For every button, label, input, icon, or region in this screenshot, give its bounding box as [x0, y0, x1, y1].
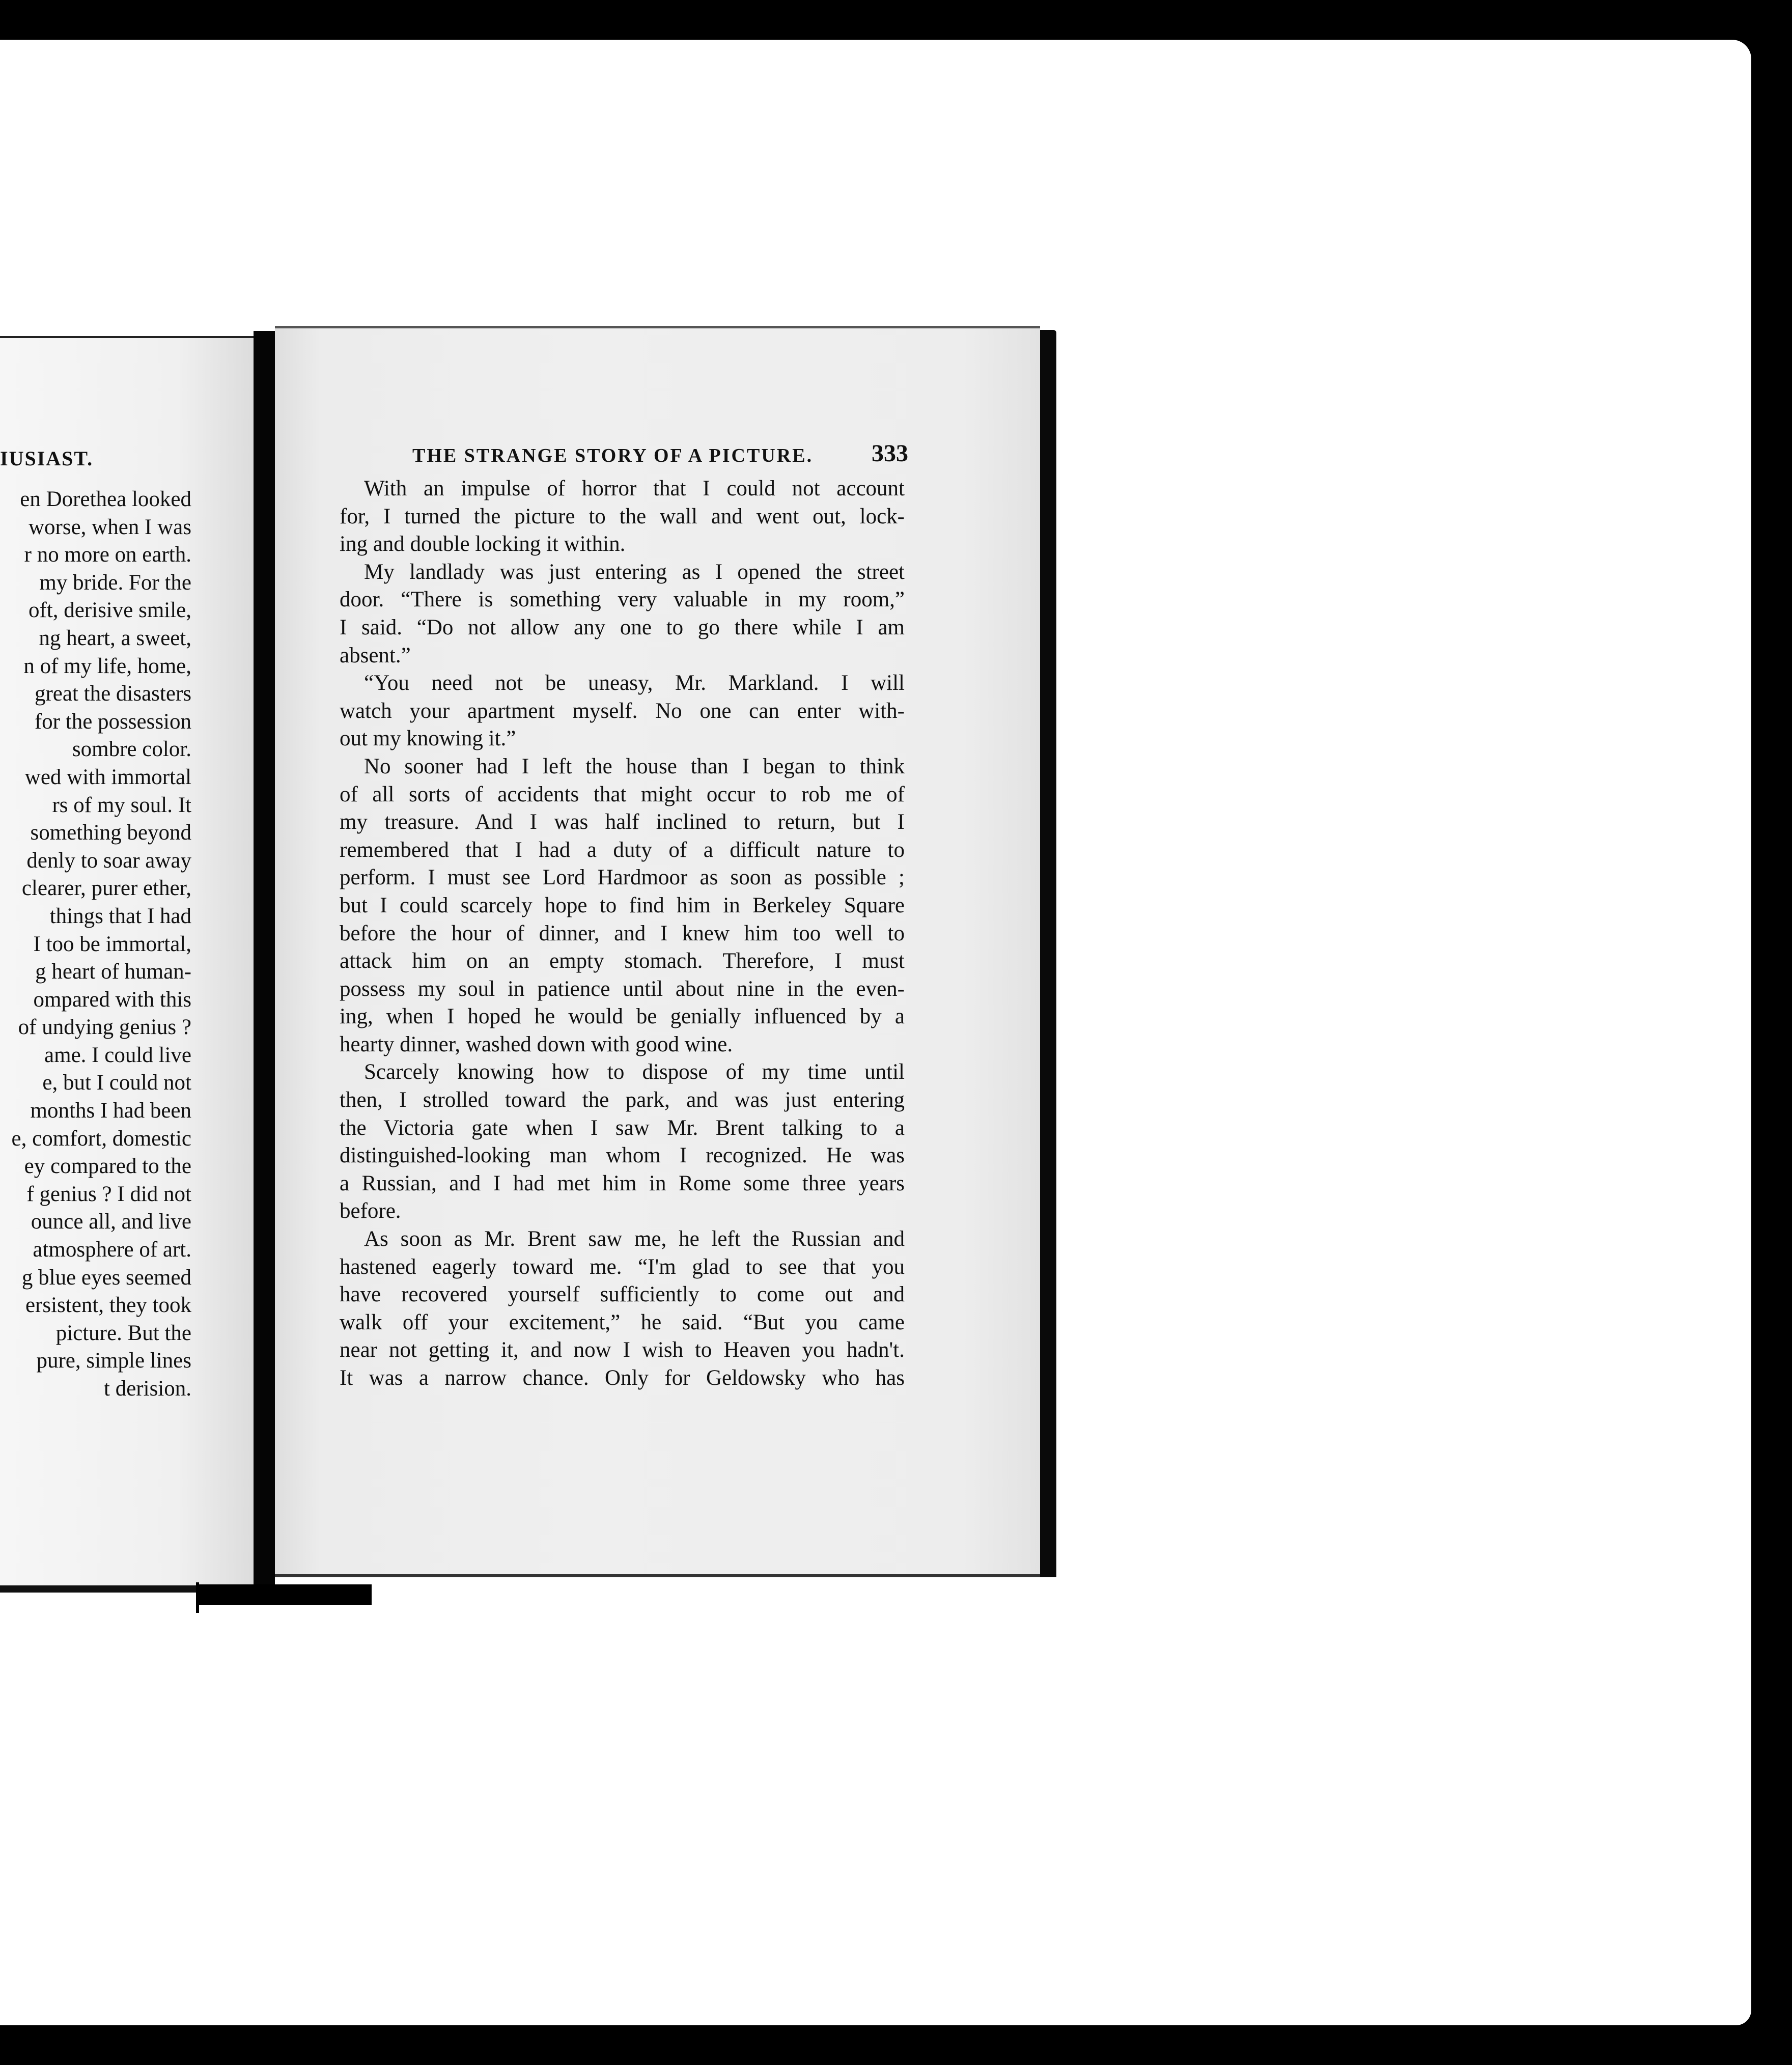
text-line: distinguished-looking man whom I recognized. He was	[340, 1143, 905, 1168]
left-text-line: ounce all, and live	[31, 1210, 191, 1234]
text-line: My landlady was just entering as I opened the street	[364, 560, 905, 584]
spine-bottom-mark	[196, 1582, 199, 1613]
text-line: remembered that I had a duty of a difficult nature to	[340, 838, 905, 862]
left-text-line: denly to soar away	[26, 848, 191, 873]
right-page	[275, 326, 1040, 1577]
text-line: my treasure. And I was half inclined to return, but I	[340, 810, 905, 834]
text-line: perform. I must see Lord Hardmoor as soon as possible ;	[340, 866, 905, 890]
text-line: ing and double locking it within.	[340, 532, 626, 556]
left-text-line: g heart of human-	[35, 960, 191, 984]
left-text-line: rs of my soul. It	[52, 793, 191, 817]
text-line: the Victoria gate when I saw Mr. Brent talking to a	[340, 1115, 905, 1140]
left-text-line: e, but I could not	[42, 1071, 191, 1095]
left-text-line: of undying genius ?	[18, 1015, 191, 1040]
left-text-line: I too be immortal,	[33, 932, 191, 956]
text-line: “You need not be uneasy, Mr. Markland. I will	[364, 671, 905, 695]
text-line: before the hour of dinner, and I knew him too well to	[340, 921, 905, 945]
text-line: ing, when I hoped he would be genially influenced by a	[340, 1004, 905, 1029]
text-line: possess my soul in patience until about nine in the even-	[340, 976, 905, 1001]
text-line: attack him on an empty stomach. Therefore, I must	[340, 949, 905, 973]
left-text-line: wed with immortal	[24, 765, 191, 789]
text-line: a Russian, and I had met him in Rome some three years	[340, 1171, 905, 1195]
text-line: out my knowing it.”	[340, 727, 516, 751]
film-edge	[1751, 36, 1792, 2065]
body-text	[340, 475, 905, 1392]
left-text-line: en Dorethea looked	[20, 487, 191, 511]
text-line: walk off your excitement,” he said. “But you came	[340, 1310, 905, 1334]
page-number: 333	[872, 440, 908, 467]
left-text-line: pure, simple lines	[36, 1349, 191, 1373]
text-line: have recovered yourself sufficiently to come out and	[340, 1282, 905, 1307]
left-running-head: IUSIAST.	[0, 447, 94, 470]
left-text-line: my bride. For the	[39, 570, 191, 595]
text-line: No sooner had I left the house than I began to think	[364, 754, 905, 778]
left-text-line: r no more on earth.	[24, 543, 191, 567]
text-line: hearty dinner, washed down with good wine.	[340, 1032, 733, 1056]
left-text-line: great the disasters	[34, 682, 191, 706]
left-text-line: something beyond	[30, 821, 191, 845]
text-line: With an impulse of horror that I could not account	[364, 477, 905, 500]
text-line: for, I turned the picture to the wall and went out, lock-	[340, 504, 905, 528]
left-text-line: clearer, purer ether,	[21, 876, 191, 901]
book-gutter	[254, 331, 275, 1584]
text-line: Scarcely knowing how to dispose of my time until	[364, 1060, 905, 1084]
left-text-line: ng heart, a sweet,	[39, 626, 191, 650]
text-line: absent.”	[340, 643, 411, 667]
left-text-line: f genius ? I did not	[26, 1182, 191, 1206]
text-line: but I could scarcely hope to find him in Berkeley Square	[340, 893, 905, 917]
text-line: then, I strolled toward the park, and was just entering	[340, 1088, 905, 1112]
left-text-line: atmosphere of art.	[33, 1238, 191, 1262]
left-text-line: for the possession	[34, 709, 191, 734]
left-text-line: t derision.	[104, 1377, 191, 1401]
left-text-line: ey compared to the	[24, 1154, 191, 1179]
left-text-line: oft, derisive smile,	[28, 598, 191, 623]
text-line: near not getting it, and now I wish to Heaven you hadn't.	[340, 1338, 905, 1362]
left-text-line: sombre color.	[72, 737, 191, 762]
text-line: before.	[340, 1199, 401, 1223]
left-text-line: ompared with this	[33, 987, 191, 1012]
text-line: of all sorts of accidents that might occur to rob me of	[340, 782, 905, 806]
left-text-line: e, comfort, domestic	[11, 1126, 191, 1151]
left-page-text	[0, 486, 191, 1403]
text-line: hastened eagerly toward me. “I'm glad to see that you	[340, 1254, 905, 1279]
text-line: watch your apartment myself. No one can enter with-	[340, 699, 905, 723]
text-line: door. “There is something very valuable in my room,”	[340, 588, 905, 612]
running-head: THE STRANGE STORY OF A PICTURE.	[412, 445, 814, 466]
left-text-line: things that I had	[49, 904, 191, 928]
spine-bottom-edge	[196, 1584, 372, 1605]
left-text-line: g blue eyes seemed	[21, 1265, 191, 1290]
left-text-line: months I had been	[30, 1099, 191, 1123]
left-text-line: ame. I could live	[44, 1043, 191, 1067]
left-text-line: worse, when I was	[28, 515, 191, 539]
left-text-line: picture. But the	[55, 1321, 191, 1345]
left-page	[0, 336, 254, 1593]
right-page-edge-shadow	[1040, 330, 1056, 1577]
text-line: As soon as Mr. Brent saw me, he left the Russian and	[364, 1227, 905, 1251]
text-line: It was a narrow chance. Only for Geldowsky who has	[340, 1366, 905, 1390]
left-text-line: ersistent, they took	[25, 1293, 191, 1318]
text-line: I said. “Do not allow any one to go there while I am	[340, 615, 905, 639]
left-text-line: n of my life, home,	[23, 654, 191, 678]
